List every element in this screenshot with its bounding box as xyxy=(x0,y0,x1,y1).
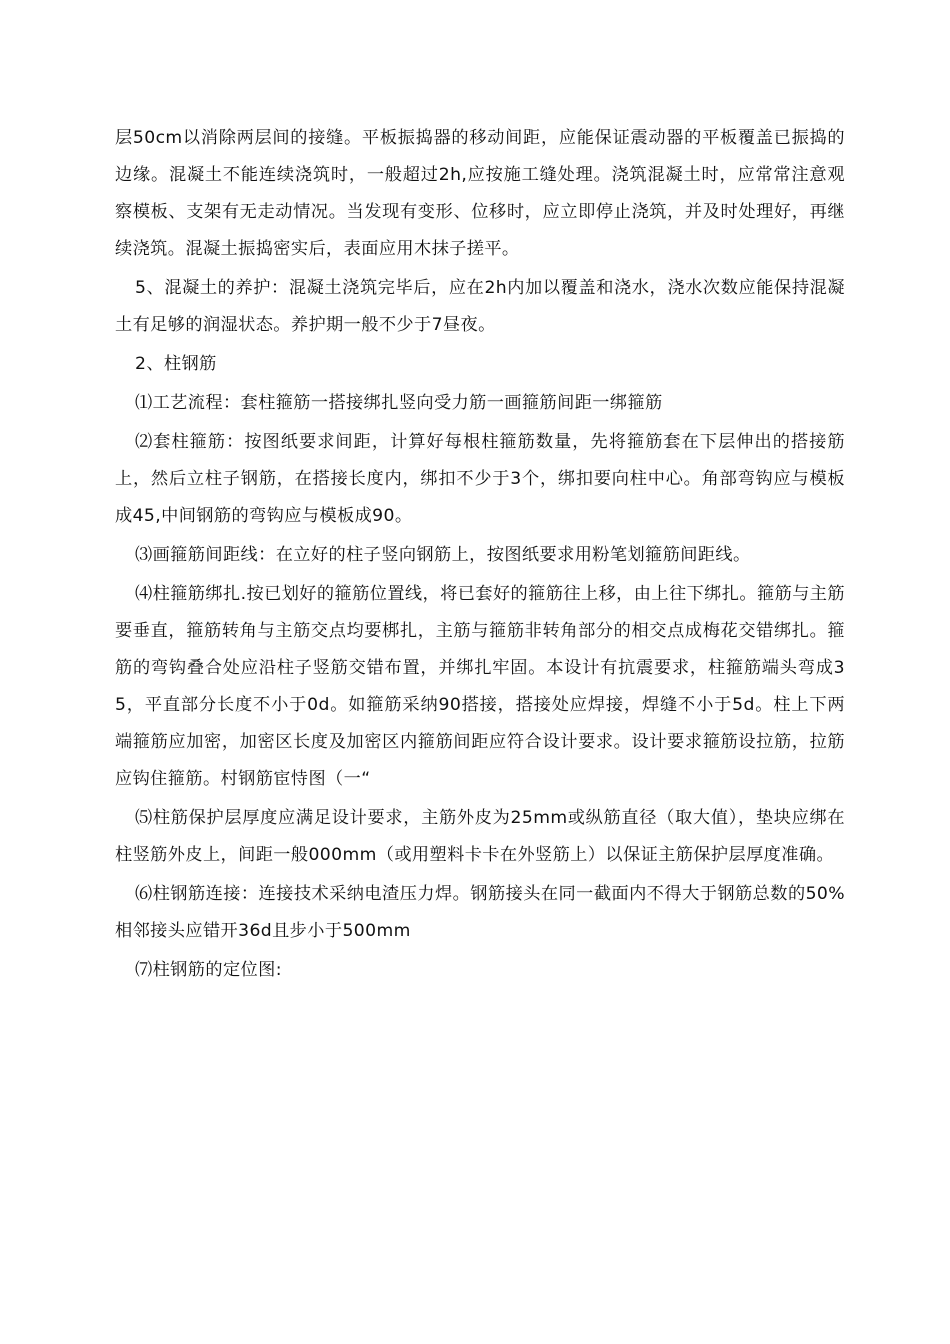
paragraph-cover-thickness: ⑸柱筋保护层厚度应满足设计要求，主筋外皮为25mm或纵筋直径（取大值），垫块应绑在柱竖筋外皮上，间距一般000mm（或用塑料卡卡在外竖筋上）以保证主筋保护层厚度准确。 xyxy=(115,808,845,865)
paragraph-stirrup-spacing-lines: ⑶画箍筋间距线：在立好的柱子竖向钢筋上，按图纸要求用粉笔划箍筋间距线。 xyxy=(135,545,751,565)
paragraph-continuation: 层50cm以消除两层间的接缝。平板振捣器的移动间距，应能保证震动器的平板覆盖已振捣的边缘。混凝土不能连续浇筑时，一般超过2h,应按施工缝处理。浇筑混凝土时，应常常注意观察模板、支架有无走动情况。当发现有变形、位移时，应立即停止浇筑，并及时处理好，再继续浇筑。混凝土振捣密实后，表面应用木抹子搓平。 xyxy=(115,128,845,259)
section-heading-column-rebar: 2、柱钢筋 xyxy=(135,354,217,374)
document-body xyxy=(115,120,845,991)
paragraph-stirrup-sleeving: ⑵套柱箍筋：按图纸要求间距，计算好每根柱箍筋数量，先将箍筋套在下层伸出的搭接筋上，然后立柱子钢筋，在搭接长度内，绑扣不少于3个，绑扣要向柱中心。角部弯钩应与模板成45,中间钢筋的弯钩应与模板成90。 xyxy=(115,432,845,526)
paragraph-process-flow: ⑴工艺流程：套柱箍筋一搭接绑扎竖向受力筋一画箍筋间距一绑箍筋 xyxy=(135,393,663,413)
paragraph-concrete-curing: 5、混凝土的养护：混凝土浇筑完毕后，应在2h内加以覆盖和浇水，浇水次数应能保持混凝土有足够的润湿状态。养护期一般不少于7昼夜。 xyxy=(115,278,845,335)
paragraph-rebar-connection: ⑹柱钢筋连接：连接技术采纳电渣压力焊。钢筋接头在同一截面内不得大于钢筋总数的50%相邻接头应错开36d且步小于500mm xyxy=(115,884,845,941)
paragraph-positioning-diagram: ⑺柱钢筋的定位图: xyxy=(135,960,282,980)
paragraph-stirrup-binding: ⑷柱箍筋绑扎.按已划好的箍筋位置线，将已套好的箍筋往上移，由上往下绑扎。箍筋与主筋要垂直，箍筋转角与主筋交点均要梆扎，主筋与箍筋非转角部分的相交点成梅花交错绑扎。箍筋的弯钩叠合处应沿柱子竖筋交错布置，并绑扎牢固。本设计有抗震要求，柱箍筋端头弯成35，平直部分长度不小于0d。如箍筋采纳90搭接，搭接处应焊接，焊缝不小于5d。柱上下两端箍筋应加密，加密区长度及加密区内箍筋间距应符合设计要求。设计要求箍筋设拉筋，拉筋应钩住箍筋。村钢筋宦恃图（一“ xyxy=(115,584,845,789)
